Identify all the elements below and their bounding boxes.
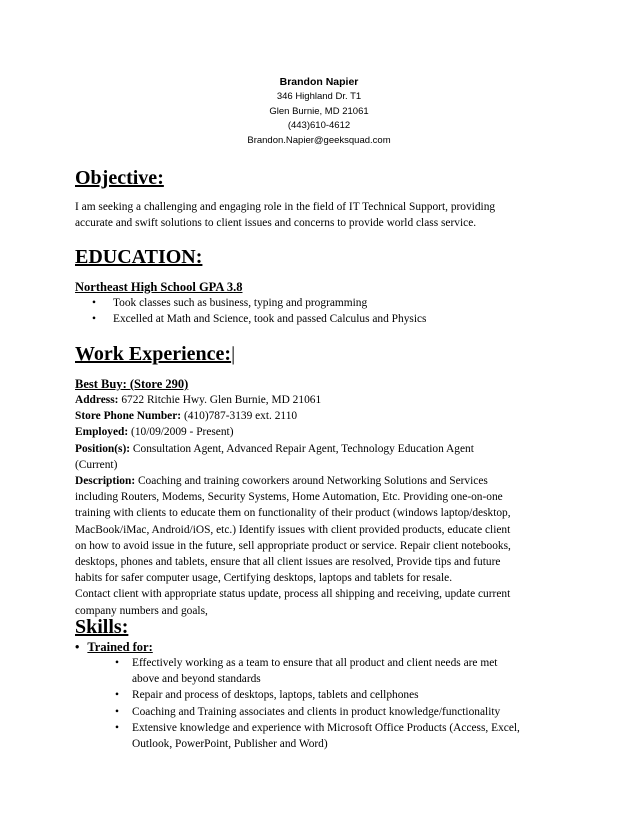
email-address: Brandon.Napier@geeksquad.com: [247, 134, 391, 146]
list-item: [75, 720, 575, 752]
field-value: Coaching and training coworkers around Networking Solutions and Services: [135, 475, 488, 488]
list-item-text: Took classes such as business, typing and programming: [113, 297, 368, 309]
bullet-icon: •: [92, 297, 96, 309]
field-label: Description:: [75, 475, 136, 488]
bullet-icon: •: [115, 689, 119, 702]
store-phone-row: [75, 408, 575, 424]
address-row: [75, 392, 575, 408]
phone-number: (443)610-4612: [287, 120, 351, 132]
list-item-text: Outlook, PowerPoint, Publisher and Word): [132, 738, 328, 751]
education-heading: EDUCATION:: [75, 246, 203, 268]
list-item-text: Coaching and Training associates and clients in product knowledge/functionality: [132, 705, 501, 718]
field-value: 6722 Ritchie Hwy. Glen Burnie, MD 21061: [118, 394, 322, 406]
field-value: Consultation Agent, Advanced Repair Agent, Technology Education Agent: [130, 442, 474, 455]
field-label: Store Phone Number:: [75, 410, 182, 423]
field-label: Address:: [75, 394, 119, 406]
description-line: including Routers, Modems, Security Systems, Home Automation, Etc. Providing one-on-one: [75, 491, 503, 504]
list-item-text: above and beyond standards: [132, 673, 261, 686]
list-item: [75, 311, 575, 327]
contact-header: [0, 74, 638, 148]
skills-heading: Skills:: [75, 616, 129, 638]
work-experience-heading: [75, 342, 575, 366]
list-item: [75, 704, 575, 720]
list-item-text: Excelled at Math and Science, took and passed Calculus and Physics: [113, 313, 427, 326]
trained-for-heading: [75, 639, 575, 655]
school-name: Northeast High School GPA 3.8: [75, 280, 243, 294]
list-item-text: Extensive knowledge and experience with Microsoft Office Products (Access, Excel,: [132, 721, 520, 734]
list-item: [75, 687, 575, 703]
bullet-icon: •: [115, 721, 119, 734]
objective-line: I am seeking a challenging and engaging role in the field of IT Technical Support, providing: [75, 201, 496, 213]
list-item: [75, 295, 575, 311]
field-value: (10/09/2009 - Present): [128, 426, 234, 439]
applicant-name: Brandon Napier: [279, 76, 359, 88]
description-line: training with clients to educate them on functionality of their product (windows laptop/desktop,: [75, 507, 511, 520]
employer-name: Best Buy: (Store 290): [75, 377, 189, 391]
work-experience-section: [75, 342, 575, 619]
text-cursor: |: [231, 343, 236, 365]
field-value: (410)787-3139 ext. 2110: [181, 410, 298, 423]
description-line: habits for safer computer usage, Certifying desktops, laptops and tablets for resale.: [75, 572, 453, 585]
list-item-text: Effectively working as a team to ensure that all product and client needs are met: [132, 657, 498, 669]
list-item-text: Repair and process of desktops, laptops, tablets and cellphones: [132, 689, 419, 702]
trained-for-label: Trained for:: [87, 640, 153, 654]
work-heading-text: Work Experience:: [75, 343, 232, 365]
education-list: [75, 295, 575, 327]
employment-details: [75, 392, 575, 619]
skills-list: [75, 655, 575, 752]
education-section: [75, 245, 575, 327]
description-line: Contact client with appropriate status update, process all shipping and receiving, update current: [75, 588, 511, 601]
objective-heading: Objective:: [75, 167, 164, 189]
bullet-icon: •: [92, 313, 96, 326]
description-line: desktops, phones and tablets, ensure that all client issues are resolved, Provide tips and future: [75, 556, 501, 569]
field-label: Position(s):: [75, 442, 131, 455]
positions-continued: (Current): [75, 458, 118, 471]
description-line: on how to avoid issue in the future, sell appropriate product or service. Repair client notebooks,: [75, 539, 511, 552]
field-label: Employed:: [75, 426, 129, 439]
street-address: 346 Highland Dr. T1: [276, 91, 362, 102]
bullet-icon: •: [115, 705, 119, 718]
objective-line: accurate and swift solutions to client issues and concerns to provide world class service.: [75, 217, 477, 230]
description-line: company numbers and goals,: [75, 604, 208, 617]
objective-text: [75, 199, 575, 231]
positions-row: [75, 441, 575, 457]
bullet-icon: •: [115, 657, 119, 669]
skills-section: [75, 615, 575, 752]
bullet-icon: •: [75, 640, 80, 654]
description-line: MacBook/iMac, Android/iOS, etc.) Identify issues with client provided products, educate client: [75, 523, 511, 536]
list-item: [75, 655, 575, 687]
city-state-zip: Glen Burnie, MD 21061: [269, 105, 369, 117]
description-row: [75, 473, 575, 489]
employed-row: [75, 424, 575, 440]
objective-section: [75, 166, 575, 231]
